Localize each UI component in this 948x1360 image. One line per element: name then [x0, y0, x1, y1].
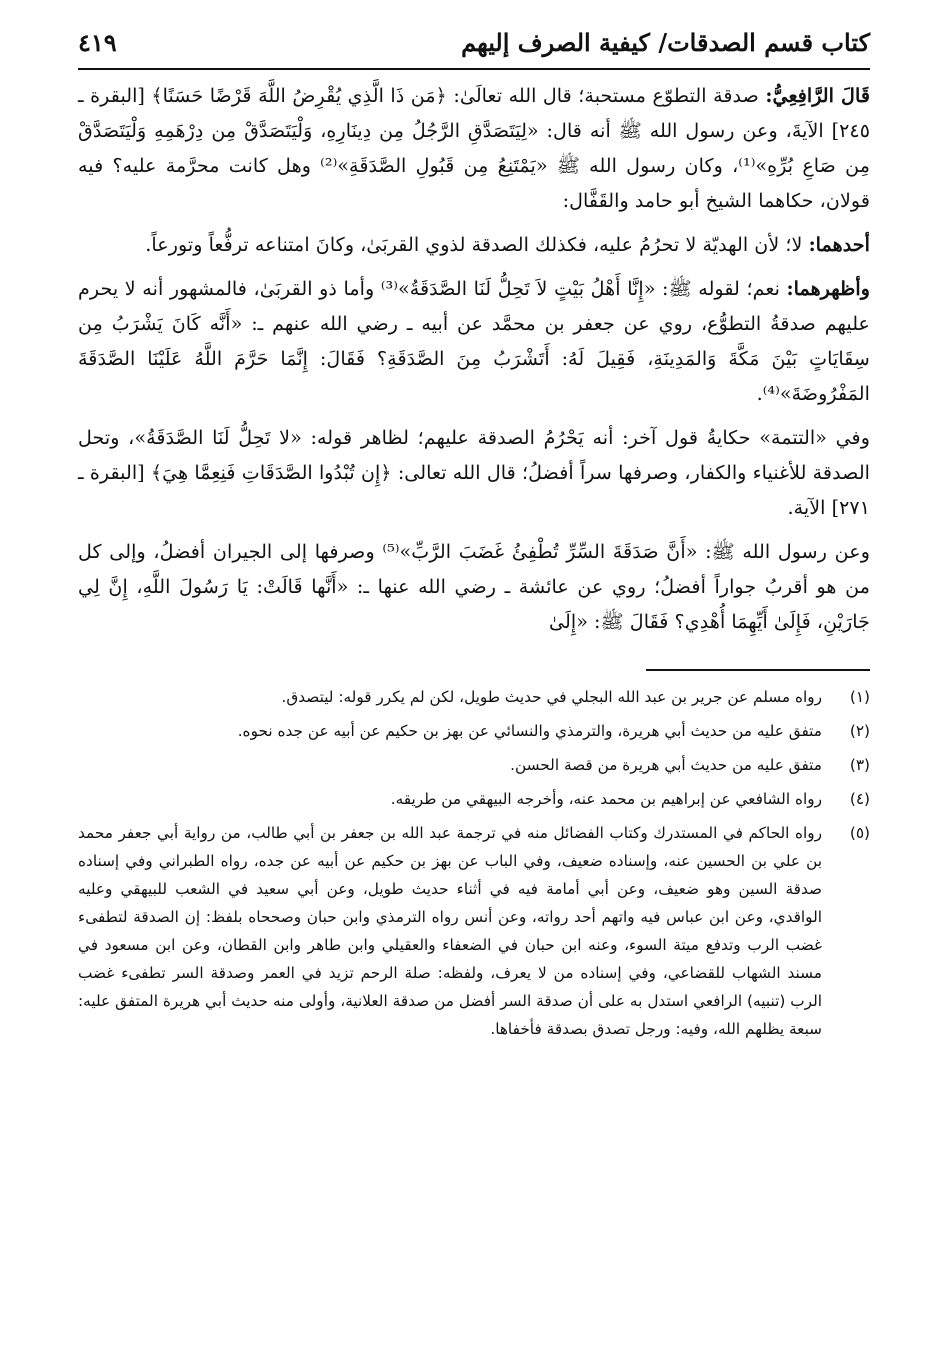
footnote-number: (٢) [849, 722, 870, 740]
main-text [78, 78, 870, 639]
footnote-text: متفق عليه من حديث أبي هريرة، والترمذي والنسائي عن بهز بن حكيم عن أبيه عن جده نحوه. [237, 722, 822, 740]
paragraph-text: صدقة التطوّع مستحبة؛ قال الله تعالَىٰ: ﴿مَن ذَا الَّذِي يُقْرِضُ اللَّهَ قَرْضًا حَسَنًا﴾ [البقرة ـ ٢٤٥] الآيةَ، وعن رسول الله ﷺ أنه قال: «لِيَتَصَدَّقِ الرَّجُلُ مِن دِينَارِهِ، وَلْيَتَصَدَّقْ مِن دِرْهَمِهِ وَلْيَتَصَدَّقْ مِن صَاعِ بُرِّهِ»⁽¹⁾، وكان رسول الله ﷺ «يَمْتَنِعُ مِن قَبُولِ الصَّدَقَةِ»⁽²⁾ وهل كانت محرَّمة عليه؟ فيه قولان، حكاهما الشيخ أبو حامد والقَفَّال: [78, 84, 870, 212]
paragraph-text: نعم؛ لقوله ﷺ: «إِنَّا أَهْلُ بَيْتٍ لاَ تَحِلُّ لَنَا الصَّدَقَةُ»⁽³⁾ وأما ذو القربَىٰ، فالمشهور أنه لا يحرم عليهم صدقةُ التطوُّع، روي عن جعفر بن محمَّد عن أبيه ـ رضي الله عنهم ـ: «أَنَّه كَانَ يَشْرَبُ مِن سِقَايَاتٍ بَيْنَ مَكَّةَ وَالمَدِينَةِ، فَقِيلَ لَهُ: أَتَشْرَبُ مِنَ الصَّدَقَةِ؟ فَقَالَ: إِنَّمَا حَرَّمَ اللَّهُ عَلَيْنَا الصَّدَقَةَ المَفْرُوضَةَ»⁽⁴⁾. [78, 277, 870, 405]
footnotes [78, 683, 870, 1043]
paragraph-lead: قَالَ الرَّافِعِيُّ: [765, 84, 870, 107]
footnote-number: (٥) [849, 824, 870, 842]
footnote-number: (٤) [849, 790, 870, 808]
page-number: ٤١٩ [78, 28, 117, 57]
paragraph-first-opinion [78, 227, 870, 262]
footnote [78, 785, 870, 813]
paragraph-text: وعن رسول الله ﷺ: «أَنَّ صَدَقَةَ السِّرِّ تُطْفِئُ غَضَبَ الرَّبِّ»⁽⁵⁾ وصرفها إلى الجيران أفضلُ، وإلى كل من هو أقربُ جواراً أفضلُ؛ روي عن عائشة ـ رضي الله عنها ـ: «أَنَّها قَالَتْ: يَا رَسُولَ اللَّهِ، إِنَّ لِي جَارَيْنِ، فَإِلَىٰ أَيِّهِمَا أُهْدِي؟ فَقَالَ ﷺ: «إِلَىٰ [78, 540, 870, 633]
footnote-number: (١) [849, 688, 870, 706]
paragraph-secret-charity [78, 534, 870, 639]
footnote [78, 751, 870, 779]
paragraph-text: وفي «التتمة» حكايةُ قول آخر: أنه يَحْرُمُ الصدقة عليهم؛ لظاهر قوله: «لا تَحِلُّ لَنَا الصَّدَقَةُ»، وتحل الصدقة للأغنياء والكفار، وصرفها سراً أفضلُ؛ قال الله تعالى: ﴿إِن تُبْدُوا الصَّدَقَاتِ فَنِعِمَّا هِيَ﴾ [البقرة ـ ٢٧١] الآية. [78, 426, 870, 519]
footnote [78, 717, 870, 745]
paragraph-lead: وأظهرهما: [786, 277, 870, 300]
footnote-number: (٣) [849, 756, 870, 774]
paragraph-second-opinion [78, 271, 870, 411]
paragraph-tatimma [78, 420, 870, 525]
footnote [78, 819, 870, 1043]
page-header [78, 22, 870, 70]
footnote-text: متفق عليه من حديث أبي هريرة من قصة الحسن. [510, 756, 822, 774]
running-title: كتاب قسم الصدقات/ كيفية الصرف إليهم [461, 28, 870, 57]
paragraph-lead: أحدهما: [808, 233, 870, 256]
footnote-text: رواه الحاكم في المستدرك وكتاب الفضائل منه في ترجمة عبد الله بن جعفر بن أبي طالب، من رواية أبي جعفر محمد بن علي بن الحسين عنه، وإسناده ضعيف، وفي الباب عن بهز بن حكيم عن أبيه عن جده، رواه الطبراني وفي إسناده صدقة السين وهو ضعيف، وعن أبي أمامة فيه في أثناء حديث طويل، وعن أبي سعيد في الشعب للبيهقي وعليه الواقدي، وعن ابن عباس فيه واتهم أحد رواته، وعن أنس رواه الترمذي وابن حبان وصححاه بلفظ: إن الصدقة لتطفىء غضب الرب وتدفع ميتة السوء، وعنه ابن حبان في الضعفاء والعقيلي وابن طاهر وابن القطان، وعن ابن مسعود في مسند الشهاب للقضاعي، وفي إسناده من لا يعرف، ولفظه: صلة الرحم تزيد في العمر وصدقة السر تطفىء غضب الرب (تنبيه) الرافعي استدل به على أن صدقة السر أفضل من صدقة العلانية، وأولى منه حديث أبي هريرة المتفق عليه: سبعة يظلهم الله، وفيه: ورجل تصدق بصدقة فأخفاها. [78, 824, 822, 1038]
paragraph-rafii [78, 78, 870, 218]
footnote [78, 683, 870, 711]
paragraph-text: لا؛ لأن الهديّة لا تحرُمُ عليه، فكذلك الصدقة لذوي القربَىٰ، وكانَ امتناعه ترفُّعاً وتورعاً. [145, 233, 803, 256]
footnote-text: رواه الشافعي عن إبراهيم بن محمد عنه، وأخرجه البيهقي من طريقه. [390, 790, 822, 808]
footnote-text: رواه مسلم عن جرير بن عبد الله البجلي في حديث طويل، لكن لم يكرر قوله: ليتصدق. [281, 688, 822, 706]
book-page [78, 22, 870, 1342]
footnote-divider [646, 669, 870, 671]
